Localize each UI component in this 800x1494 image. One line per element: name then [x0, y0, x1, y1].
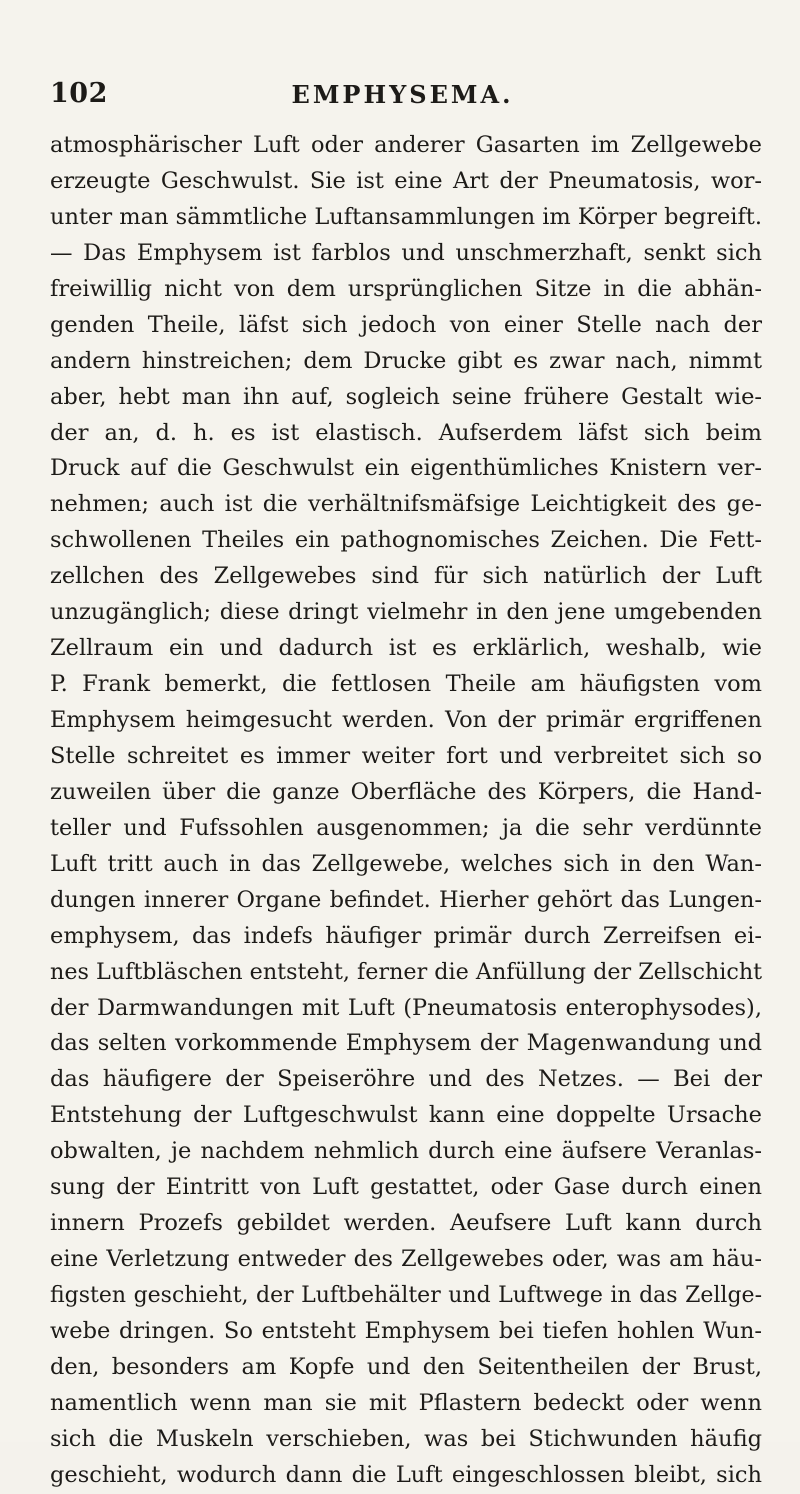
text-line: eine Verletzung entweder des Zellgewebes oder, was am häu-: [50, 1246, 762, 1273]
text-line: zellchen des Zellgewebes sind für sich natürlich der Luft: [50, 563, 762, 590]
text-line: genden Theile, läfst sich jedoch von einer Stelle nach der: [50, 311, 762, 338]
text-line: Entstehung der Luftgeschwulst kann eine doppelte Ursache: [50, 1102, 762, 1129]
text-line: aber, hebt man ihn auf, sogleich seine frühere Gestalt wie-: [50, 383, 762, 410]
text-line: der an, d. h. es ist elastisch. Aufserdem läfst sich beim: [50, 419, 762, 446]
text-line: nehmen; auch ist die verhältnifsmäfsige Leichtigkeit des ge-: [50, 491, 762, 518]
text-line: unzugänglich; diese dringt vielmehr in den jene umgebenden: [50, 599, 762, 626]
text-line: das häufigere der Speiseröhre und des Netzes. — Bei der: [50, 1066, 762, 1093]
text-line: zuweilen über die ganze Oberfläche des Körpers, die Hand-: [50, 778, 762, 805]
text-line: figsten geschieht, der Luftbehälter und Luftwege in das Zellge-: [50, 1283, 762, 1308]
text-line: geschieht, wodurch dann die Luft eingeschlossen bleibt, sich: [50, 1461, 762, 1488]
text-line: sich die Muskeln verschieben, was bei Stichwunden häufig: [50, 1425, 762, 1452]
text-line: den, besonders am Kopfe und den Seitentheilen der Brust,: [50, 1353, 762, 1380]
text-line: Luft tritt auch in das Zellgewebe, welches sich in den Wan-: [50, 850, 762, 877]
text-line: dungen innerer Organe befindet. Hierher gehört das Lungen-: [50, 886, 762, 913]
text-line: — Das Emphysem ist farblos und unschmerzhaft, senkt sich: [50, 239, 762, 266]
text-line: Druck auf die Geschwulst ein eigenthümliches Knistern ver-: [50, 455, 762, 482]
page-number: 102: [50, 78, 108, 109]
page-header: [50, 78, 755, 118]
text-line: P. Frank bemerkt, die fettlosen Theile am häufigsten vom: [50, 671, 762, 698]
text-line: sung der Eintritt von Luft gestattet, oder Gase durch einen: [50, 1174, 762, 1201]
text-line: Emphysem heimgesucht werden. Von der primär ergriffenen: [50, 707, 762, 733]
text-line: der Darmwandungen mit Luft (Pneumatosis enterophysodes),: [50, 994, 762, 1021]
running-title: EMPHYSEMA.: [291, 80, 514, 109]
text-line: freiwillig nicht von dem ursprünglichen Sitze in die abhän-: [50, 275, 762, 302]
text-line: schwollenen Theiles ein pathognomisches Zeichen. Die Fett-: [50, 527, 762, 554]
text-line: unter man sämmtliche Luftansammlungen im Körper begreift.: [50, 203, 762, 230]
body-text: [50, 128, 762, 1494]
text-line: teller und Fufssohlen ausgenommen; ja die sehr verdünnte: [50, 814, 762, 841]
text-line: webe dringen. So entsteht Emphysem bei tiefen hohlen Wun-: [50, 1317, 762, 1344]
text-line: namentlich wenn man sie mit Pflastern bedeckt oder wenn: [50, 1389, 762, 1416]
text-line: Stelle schreitet es immer weiter fort und verbreitet sich so: [50, 742, 762, 769]
text-line: Zellraum ein und dadurch ist es erklärlich, weshalb, wie: [50, 635, 762, 662]
text-line: innern Prozefs gebildet werden. Aeufsere Luft kann durch: [50, 1210, 762, 1237]
text-line: atmosphärischer Luft oder anderer Gasarten im Zellgewebe: [50, 132, 762, 158]
text-line: andern hinstreichen; dem Drucke gibt es zwar nach, nimmt: [50, 347, 762, 374]
text-line: erzeugte Geschwulst. Sie ist eine Art der Pneumatosis, wor-: [50, 167, 762, 194]
text-line: obwalten, je nachdem nehmlich durch eine äufsere Veranlas-: [50, 1138, 762, 1165]
text-line: nes Luftbläschen entsteht, ferner die Anfüllung der Zellschicht: [50, 958, 763, 985]
text-line: emphysem, das indefs häufiger primär durch Zerreifsen ei-: [50, 922, 762, 949]
text-line: das selten vorkommende Emphysem der Magenwandung und: [50, 1030, 762, 1057]
